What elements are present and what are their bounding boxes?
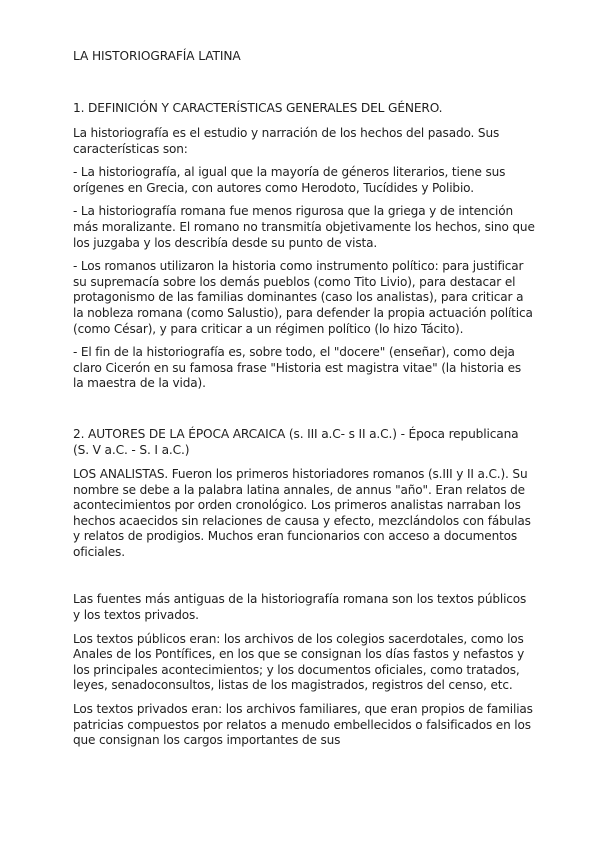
section-2-paragraph-2: Las fuentes más antiguas de la historiografía romana son los textos públicos y los textos privados. — [73, 592, 527, 623]
section-1-paragraph-2: - La historiografía, al igual que la mayoría de géneros literarios, tiene sus orígenes en Grecia, con autores como Herodoto, Tucídides y Polibio. — [73, 165, 506, 195]
section-1-paragraph-3: - La historiografía romana fue menos rigurosa que la griega y de intención más moralizante. El romano no transmitía objetivamente los hechos, sino que los juzgaba y los describía desde su punto de vista. — [73, 204, 535, 250]
section-1-paragraph-5: - El fin de la historiografía es, sobre todo, el "docere" (enseñar), como deja claro Cicerón en su famosa frase "Historia est magistra vitae" (la historia es la maestra de la vida). — [73, 345, 522, 391]
section-1-paragraph-4: - Los romanos utilizaron la historia como instrumento político: para justificar su supremacía sobre los demás pueblos (como Tito Livio), para destacar el protagonismo de las familias dominantes (caso los analistas), para criticar a la nobleza romana (como Salustio), para defender la propia actuación política (como César), y para criticar a un régimen político (lo hizo Tácito). — [73, 259, 533, 336]
section-2-paragraph-1: LOS ANALISTAS. Fueron los primeros historiadores romanos (s.III y II a.C.). Su nombre se debe a la palabra latina annales, de annus "año". Eran relatos de acontecimientos por orden cronológico. Los primeros analistas narraban los hechos acaecidos sin relaciones de causa y efecto, mezclándolos con fábulas y relatos de prodigios. Muchos eran funcionarios con acceso a documentos oficiales. — [73, 466, 531, 559]
section-1-paragraph-1: La historiografía es el estudio y narración de los hechos del pasado. Sus características son: — [73, 126, 500, 156]
section-2-paragraph-4: Los textos privados eran: los archivos familiares, que eran propios de familias patricias compuestos por relatos a menudo embellecidos o falsificados en los que consignan los cargos importantes de sus — [73, 702, 533, 748]
document-title: LA HISTORIOGRAFÍA LATINA — [73, 49, 241, 63]
document-page — [73, 48, 535, 749]
section-2-heading: 2. AUTORES DE LA ÉPOCA ARCAICA (s. III a.C- s II a.C.) - Época republicana (S. V a.C. - S. I a.C.) — [73, 426, 519, 457]
section-1-heading: 1. DEFINICIÓN Y CARACTERÍSTICAS GENERALES DEL GÉNERO. — [73, 101, 443, 115]
section-2-paragraph-3: Los textos públicos eran: los archivos de los colegios sacerdotales, como los Anales de los Pontífices, en los que se consignan los días fastos y nefastos y los principales acontecimientos; y los documentos oficiales, como tratados, leyes, senadoconsultos, listas de los magistrados, registros del censo, etc. — [73, 631, 525, 693]
